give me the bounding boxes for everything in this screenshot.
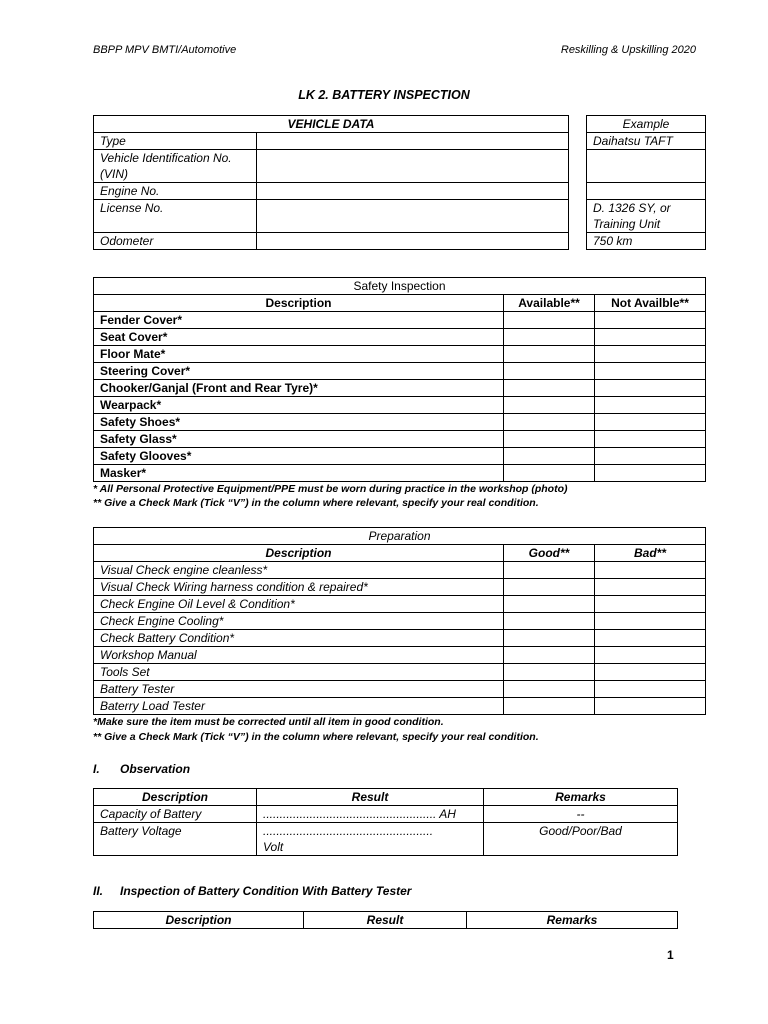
safety-check-a[interactable] [504,346,595,363]
preparation-col-bad: Bad** [595,545,706,562]
example-heading: Example [587,116,706,133]
preparation-note-correct: *Make sure the item must be corrected until all item in good condition. [93,716,444,728]
safety-check-b[interactable] [595,346,706,363]
safety-row [94,363,706,380]
safety-check-a[interactable] [504,363,595,380]
preparation-item-label: Check Engine Cooling* [94,613,504,630]
preparation-check-b[interactable] [595,681,706,698]
preparation-row [94,596,706,613]
vehicle-label: License No. [94,200,257,233]
preparation-row [94,562,706,579]
inspection-col-description: Description [94,912,304,929]
safety-check-b[interactable] [595,397,706,414]
preparation-item-label: Visual Check Wiring harness condition & repaired* [94,579,504,596]
safety-item-label: Fender Cover* [94,312,504,329]
preparation-note-check: ** Give a Check Mark (Tick “V”) in the column where relevant, specify your real condition. [93,731,539,743]
safety-check-b[interactable] [595,414,706,431]
vehicle-data-table [93,115,569,250]
preparation-item-label: Check Battery Condition* [94,630,504,647]
preparation-table [93,527,706,715]
preparation-check-a[interactable] [504,596,595,613]
preparation-col-description: Description [94,545,504,562]
preparation-check-a[interactable] [504,562,595,579]
preparation-check-a[interactable] [504,647,595,664]
preparation-check-a[interactable] [504,613,595,630]
safety-item-label: Safety Glooves* [94,448,504,465]
inspection-col-result: Result [304,912,467,929]
observation-title: Observation [120,762,191,776]
preparation-check-a[interactable] [504,698,595,715]
safety-row [94,465,706,482]
observation-result-line: ................................................... [263,824,434,838]
safety-row [94,397,706,414]
example-value [587,183,706,200]
vehicle-value[interactable] [257,183,569,200]
safety-check-a[interactable] [504,414,595,431]
safety-check-a[interactable] [504,397,595,414]
preparation-row [94,613,706,630]
preparation-check-b[interactable] [595,698,706,715]
preparation-item-label: Visual Check engine cleanless* [94,562,504,579]
preparation-check-b[interactable] [595,613,706,630]
observation-col-result: Result [257,789,484,806]
safety-check-b[interactable] [595,380,706,397]
vehicle-label: Type [94,133,257,150]
safety-col-available: Available** [504,295,595,312]
observation-table [93,788,678,856]
preparation-row [94,647,706,664]
vehicle-value[interactable] [257,150,569,183]
preparation-check-a[interactable] [504,681,595,698]
vehicle-value[interactable] [257,233,569,250]
preparation-title: Preparation [94,528,706,545]
observation-remarks: -- [484,806,678,823]
inspection-title: Inspection of Battery Condition With Battery Tester [120,884,412,898]
safety-check-b[interactable] [595,363,706,380]
observation-result[interactable] [257,823,484,856]
example-value: 750 km [587,233,706,250]
observation-desc: Capacity of Battery [94,806,257,823]
safety-item-label: Chooker/Ganjal (Front and Rear Tyre)* [94,380,504,397]
observation-remarks: Good/Poor/Bad [484,823,678,856]
safety-row [94,346,706,363]
safety-row [94,448,706,465]
preparation-item-label: Tools Set [94,664,504,681]
safety-item-label: Wearpack* [94,397,504,414]
preparation-check-a[interactable] [504,579,595,596]
preparation-item-label: Battery Tester [94,681,504,698]
inspection-table [93,911,678,929]
page-number: 1 [667,948,674,962]
safety-note-ppe: * All Personal Protective Equipment/PPE must be worn during practice in the workshop (photo) [93,483,568,495]
preparation-check-b[interactable] [595,579,706,596]
vehicle-value[interactable] [257,133,569,150]
example-value: D. 1326 SY, or Training Unit [587,200,706,233]
observation-result[interactable]: .................................................... AH [257,806,484,823]
preparation-row [94,698,706,715]
header-right: Reskilling & Upskilling 2020 [560,44,696,56]
preparation-row [94,681,706,698]
safety-item-label: Masker* [94,465,504,482]
observation-col-description: Description [94,789,257,806]
safety-check-a[interactable] [504,465,595,482]
observation-col-remarks: Remarks [484,789,678,806]
safety-col-description: Description [94,295,504,312]
example-value [587,150,706,183]
safety-check-b[interactable] [595,312,706,329]
preparation-col-good: Good** [504,545,595,562]
safety-row [94,414,706,431]
preparation-check-b[interactable] [595,562,706,579]
inspection-number: II. [93,884,104,898]
safety-check-b[interactable] [595,448,706,465]
safety-check-a[interactable] [504,329,595,346]
observation-result-unit: Volt [263,840,284,854]
preparation-check-b[interactable] [595,647,706,664]
vehicle-data-heading: VEHICLE DATA [94,116,569,133]
safety-item-label: Steering Cover* [94,363,504,380]
safety-row [94,431,706,448]
safety-check-b[interactable] [595,329,706,346]
preparation-row [94,579,706,596]
preparation-check-b[interactable] [595,664,706,681]
preparation-item-label: Baterry Load Tester [94,698,504,715]
safety-item-label: Safety Shoes* [94,414,504,431]
safety-check-b[interactable] [595,431,706,448]
preparation-check-a[interactable] [504,664,595,681]
preparation-check-b[interactable] [595,596,706,613]
preparation-row [94,664,706,681]
safety-check-a[interactable] [504,448,595,465]
safety-check-b[interactable] [595,465,706,482]
vehicle-value[interactable] [257,200,569,233]
observation-desc: Battery Voltage [94,823,257,856]
example-table [586,115,706,250]
safety-item-label: Safety Glass* [94,431,504,448]
vehicle-label: Vehicle Identification No. (VIN) [94,150,257,183]
safety-check-a[interactable] [504,380,595,397]
vehicle-label: Odometer [94,233,257,250]
page-title: LK 2. BATTERY INSPECTION [298,88,470,102]
safety-note-check: ** Give a Check Mark (Tick “V”) in the column where relevant, specify your real condition. [93,497,539,509]
preparation-check-a[interactable] [504,630,595,647]
header-left: BBPP MPV BMTI/Automotive [93,44,237,56]
safety-title: Safety Inspection [94,278,706,295]
safety-check-a[interactable] [504,431,595,448]
safety-inspection-table [93,277,706,482]
safety-item-label: Seat Cover* [94,329,504,346]
safety-check-a[interactable] [504,312,595,329]
vehicle-label: Engine No. [94,183,257,200]
observation-number: I. [93,762,100,776]
safety-col-not-available: Not Availble** [595,295,706,312]
preparation-item-label: Check Engine Oil Level & Condition* [94,596,504,613]
inspection-col-remarks: Remarks [467,912,678,929]
safety-row [94,380,706,397]
preparation-check-b[interactable] [595,630,706,647]
safety-row [94,312,706,329]
example-value: Daihatsu TAFT [587,133,706,150]
preparation-item-label: Workshop Manual [94,647,504,664]
preparation-row [94,630,706,647]
safety-item-label: Floor Mate* [94,346,504,363]
safety-row [94,329,706,346]
